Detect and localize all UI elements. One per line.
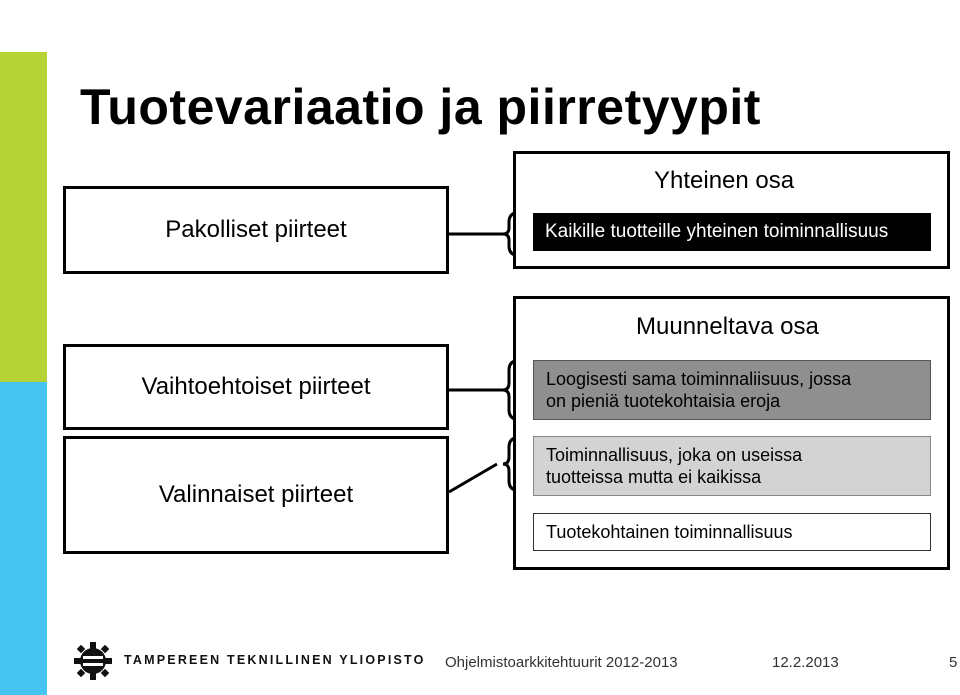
box-mandatory-label: Pakolliset piirteet [165,216,347,243]
common-functionality-bar [533,213,931,251]
optional-line-1: Toiminnallisuus, joka on useissa [546,445,803,465]
variant-line-2: on pieniä tuotekohtaisia eroja [546,391,781,411]
box-optional-features [63,436,449,554]
university-name: TAMPEREEN TEKNILLINEN YLIOPISTO [124,653,426,667]
common-part-heading: Yhteinen osa [654,167,795,194]
variable-part-heading: Muunneltava osa [636,313,819,340]
variant-functionality-bar [533,360,931,420]
optional-functionality-bar [533,436,931,496]
page-number: 5 [949,654,958,671]
product-specific-bar [533,513,931,551]
product-specific-text: Tuotekohtainen toiminnallisuus [546,522,793,542]
variant-line-1: Loogisesti sama toiminnaliisuus, jossa [546,369,852,389]
box-mandatory-features [63,186,449,274]
slide-title: Tuotevariaatio ja piirretyypit [80,79,761,135]
optional-line-2: tuotteissa mutta ei kaikissa [546,467,762,487]
common-functionality-text: Kaikille tuotteille yhteinen toiminnallisuus [545,221,889,242]
box-alternative-features [63,344,449,430]
university-logo-icon [72,640,114,682]
footer-course: Ohjelmistoarkkitehtuurit 2012-2013 [445,654,678,671]
connector-valinnaiset [449,464,497,492]
footer-date: 12.2.2013 [772,654,839,671]
box-alternative-label: Vaihtoehtoiset piirteet [141,373,371,400]
box-optional-label: Valinnaiset piirteet [158,481,354,508]
